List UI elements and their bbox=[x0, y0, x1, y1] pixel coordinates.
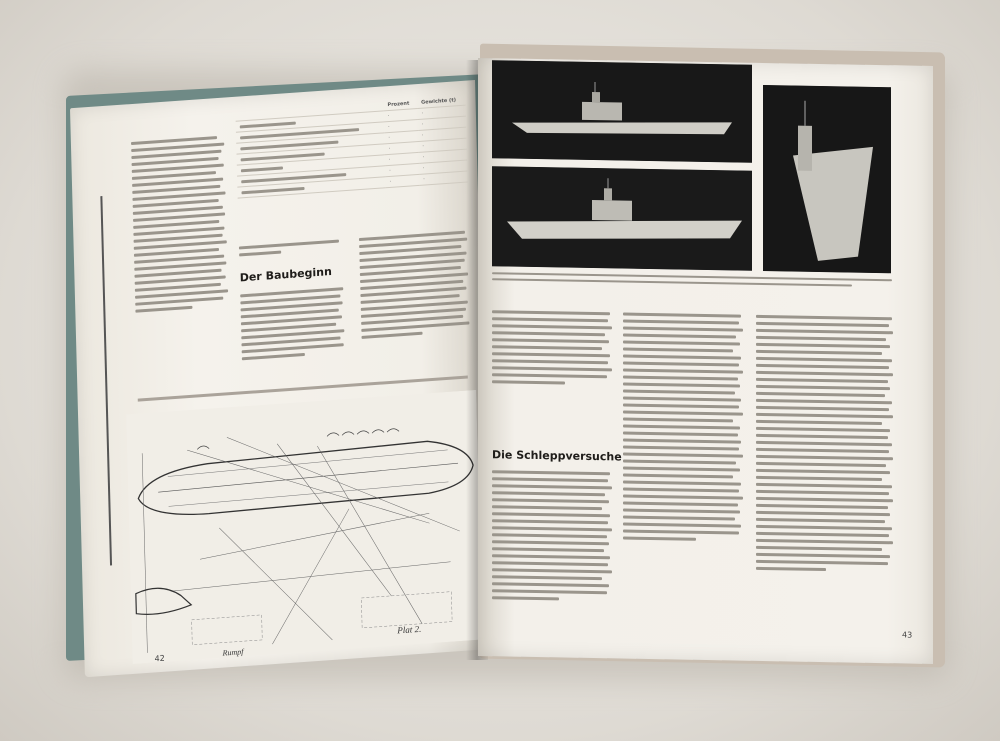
photo-ship-model-middle bbox=[492, 166, 752, 271]
ship-technical-drawing bbox=[126, 390, 483, 664]
photo-ship-model-top bbox=[492, 60, 752, 163]
drawing-annotation-plat: Plat 2. bbox=[397, 623, 422, 636]
left-text-column bbox=[131, 135, 231, 316]
photo-caption bbox=[492, 272, 892, 291]
middle-text-column bbox=[239, 239, 344, 260]
page-number-left: 42 bbox=[154, 653, 165, 664]
photo-ship-model-front bbox=[763, 85, 891, 273]
specs-table: Prozent Gewichte (t) · · · · · · · · · · · · · · bbox=[235, 95, 467, 199]
page-number-right: 43 bbox=[902, 630, 913, 640]
right-page-column-1 bbox=[492, 310, 614, 389]
section-heading-schleppversuche: Die Schleppversuche bbox=[492, 448, 622, 464]
table-header-weight: Gewichte (t) bbox=[417, 95, 466, 109]
right-page-column-3 bbox=[756, 315, 896, 576]
schleppversuche-text bbox=[492, 470, 614, 605]
section-heading-baubeginn: Der Baubeginn bbox=[239, 265, 333, 285]
right-text-column-left-page bbox=[359, 230, 472, 342]
margin-rule bbox=[100, 196, 112, 565]
drawing-annotation-rumpf: Rumpf bbox=[222, 647, 244, 658]
right-page bbox=[478, 58, 933, 664]
table-header-percent: Prozent bbox=[383, 98, 417, 111]
baubeginn-text bbox=[240, 287, 347, 364]
right-page-column-2 bbox=[623, 313, 745, 546]
left-page bbox=[70, 80, 490, 677]
